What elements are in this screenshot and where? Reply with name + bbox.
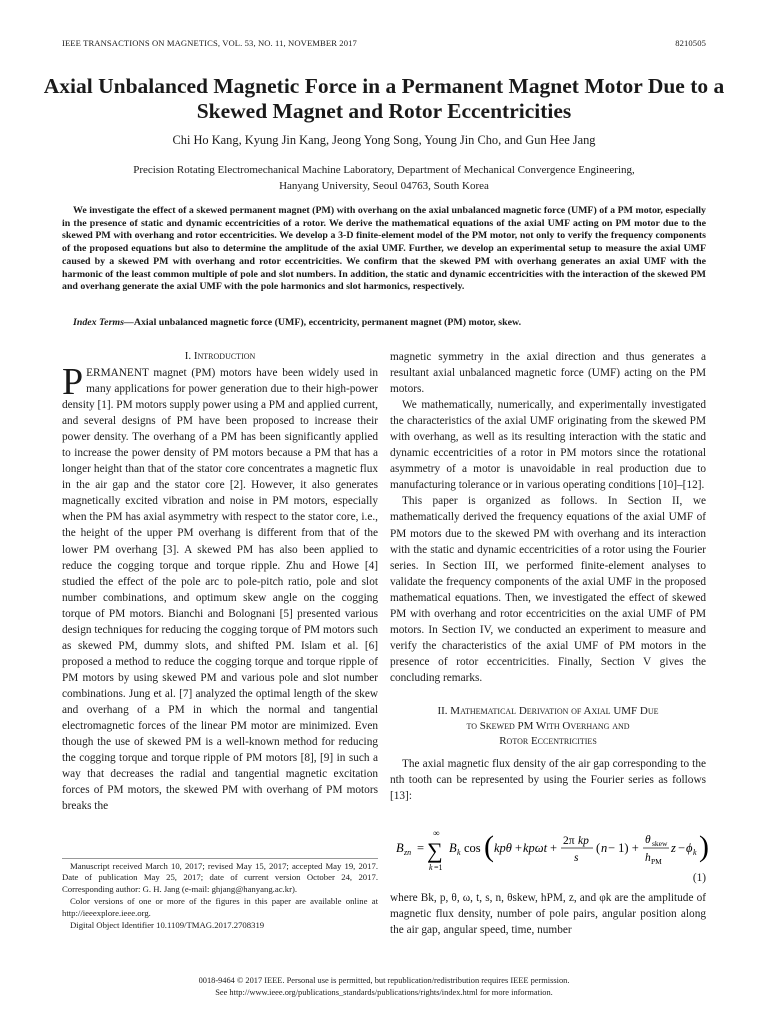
drop-cap: P [62,361,84,403]
paper-title: Axial Unbalanced Magnetic Force in a Permanent Magnet Motor Due to a Skewed Magnet and Rotor Eccentricities [43,74,725,123]
equation-1 [392,826,710,886]
paragraph-motivation: We mathematically, numerically, and experimentally investigated the characteristics of the axial UMF originating from the skewed PM with overhang, as well as its resulting interaction with the static and dynamic eccentricities of a rotor in PM motors since the rotational asymmetry of a motor is unavoidable in real production due to manufacturing tolerance or in various operating conditions [10]–[12]. [390,399,706,492]
affiliation [70,162,698,194]
index-terms-label: Index Terms— [73,317,134,328]
section2-heading-line-3: Rotor Eccentricities [499,734,597,747]
svg-text:− 1) +: − 1) + [608,841,639,855]
svg-text:cos: cos [464,841,481,855]
svg-text:s: s [574,852,579,864]
left-column [62,349,378,814]
svg-text:h: h [645,852,651,864]
right-column [390,349,706,804]
svg-text:(: ( [596,841,601,855]
svg-text:PM: PM [651,857,662,866]
svg-text:∑: ∑ [427,838,443,863]
footnotes [62,858,378,932]
svg-text:k: k [457,848,461,857]
intro-paragraph-text: ERMANENT magnet (PM) motors have been widely used in many applications for power generation due to their high-power density [1]. PM motors supply power using a PM and applied current, and several designs of PM have been proposed to increase their power density. The overhang of a PM has been significantly applied to increase the power density of PM motors because a PM that has a longer height than that of the stator core concentrates a magnetic flux in the air gap and the stator core [2]. However, it also generates magnetically excited vibration and noise in PM motors, especially when the PM has axial asymmetry with respect to the stator core, i.e., the height of the upper PM overhang is different from that of the lower PM overhang [3]. A skewed PM has also been applied to reduce the cogging torque and torque ripple. Zhu and Howe [4] studied the effect of the pole arc to pole-pitch ratio, pole and slot number combinations, and optimum skew angle on the cogging torque of PM motors. Bianchi and Bolognani [5] presented various design techniques for reducing the cogging torque of PM motors such as skewed PM, dummy slots, and shifted PM. Islam et al. [6] proposed a method to reduce the cogging torque and torque ripple of PM motors by using skewed PM and various pole and slot number combinations. Jung et al. [7] analyzed the optimal length of the skew and overhang of a PM in which the normal and tangential electromagnetic forces of the linear PM motor are minimized. Even though the use of skewed PM is a well-known method for reducing the cogging torque and torque ripple of PM motors [8], [9] in such a way that decreases the radial and tangential magnetic excitation forces of PM motors, the skewed PM with overhang of PM motors breaks the [62,367,378,813]
affiliation-line-1: Precision Rotating Electromechanical Machine Laboratory, Department of Mechanical Convergence Engineering, [133,164,635,176]
index-terms-text: Axial unbalanced magnetic force (UMF), eccentricity, permanent magnet (PM) motor, skew. [133,317,522,328]
svg-text:k: k [429,863,433,872]
running-header [62,38,706,48]
paragraph-continued: magnetic symmetry in the axial direction and thus generates a resultant axial unbalanced magnetic force (UMF) acting on the PM motors. [390,351,706,396]
svg-text:): ) [699,830,709,863]
section-heading-derivation [390,704,706,749]
article-number: 8210505 [675,38,706,48]
svg-text:2π: 2π [563,835,575,847]
index-terms [62,316,706,329]
section2-heading-line-1: II. Mathematical Derivation of Axial UMF Due [437,704,659,717]
affiliation-line-2: Hanyang University, Seoul 04763, South Korea [279,180,489,192]
svg-text:z: z [671,841,676,855]
copyright-line-1: 0018-9464 © 2017 IEEE. Personal use is permitted, but republication/redistribution requires IEEE permission. [198,976,570,985]
copyright-line-2: See http://www.ieee.org/publications_standards/publications/rights/index.html for more information. [215,987,553,997]
section2-heading-line-2: to Skewed PM With Overhang and [466,719,630,732]
svg-text:=: = [417,841,425,855]
svg-text:B: B [449,841,457,855]
svg-text:kpωt: kpωt [523,841,548,855]
paragraph-organization: This paper is organized as follows. In Section II, we mathematically derived the frequency equations of the axial UMF of PM motors due to the skewed PM with overhang and its interaction with the static and dynamic eccentricities of a rotor using the Fourier series. In Section III, we performed finite-element analyses to validate the frequency components of the axial UMF in the proposed mathematical equations. Then, we investigated the effect of skewed PM with overhang and rotor eccentricities on the axial UMF of PM motors. In Section IV, we conducted an experiment to measure and verify the characteristics of the axial UMF of PM motors in the presence of rotor eccentricities. Finally, Section V gives the concluding remarks. [390,495,706,684]
svg-text:B: B [396,841,404,855]
svg-text:∞: ∞ [433,828,440,838]
svg-text:kp: kp [578,835,589,847]
svg-text:(: ( [484,830,494,863]
svg-text:−: − [678,841,686,855]
svg-text:zn: zn [404,848,412,857]
footnote-doi: Digital Object Identifier 10.1109/TMAG.2017.2708319 [70,920,265,931]
equation-number: (1) [692,872,706,884]
footnote-manuscript: Manuscript received March 10, 2017; revised May 15, 2017; accepted May 19, 2017. Date of publication May 25, 2017; date of current version October 24, 2017. Corresponding author: G. H. Jang (e-mail: ghjang@hanyang.ac.kr). [62,861,378,894]
svg-text:k: k [693,848,697,857]
section-heading-introduction: I. Introduction [184,350,256,362]
journal-name: IEEE TRANSACTIONS ON MAGNETICS, VOL. 53, NO. 11, NOVEMBER 2017 [62,38,357,48]
author-list: Chi Ho Kang, Kyung Jin Kang, Jeong Yong Song, Young Jin Cho, and Gun Hee Jang [172,133,596,147]
paragraph-flux-density: The axial magnetic flux density of the air gap corresponding to the nth tooth can be represented by using the Fourier series as follows [13]: [390,757,706,803]
footnote-color: Color versions of one or more of the figures in this paper are available online at http://ieeexplore.ieee.org. [62,896,378,918]
svg-text:kpθ: kpθ [494,841,512,855]
paragraph-symbol-definitions: where Bk, p, θ, ω, t, s, n, θskew, hPM, z, and φk are the amplitude of magnetic flux density, number of pole pairs, angular position along the air gap, angular speed, time, number [390,892,706,937]
svg-text:skew: skew [652,839,668,848]
svg-text:=1: =1 [434,863,443,872]
intro-paragraph [62,361,378,814]
svg-text:θ: θ [645,834,651,846]
copyright-notice [62,975,706,998]
svg-text:n: n [601,841,608,855]
svg-text:ϕ: ϕ [686,841,693,855]
abstract: We investigate the effect of a skewed permanent magnet (PM) with overhang on the axial unbalanced magnetic force (UMF) of a PM motor, especially in the presence of static and dynamic eccentricities of a rotor. We derive the mathematical equations of the axial UMF acting on PM motor due to the skewed PM with overhang and rotor eccentricities. We develop a 3-D finite-element model of the PM motor, not only to verify the frequency components of the proposed equations but also to determine the amplitude of the axial UMF. Further, we develop an experimental setup to measure the axial UMF caused by a skewed PM with overhang and rotor eccentricities. We confirm that the skewed PM with overhang generates an axial UMF with the harmonic of the least common multiple of pole and slot numbers. In addition, the static and dynamic eccentricities with the interaction of the skewed PM and overhang generate the axial UMF with the pole harmonics and slot harmonics, respectively. [62,205,706,293]
svg-text:+: + [515,841,523,855]
svg-text:+: + [550,841,558,855]
